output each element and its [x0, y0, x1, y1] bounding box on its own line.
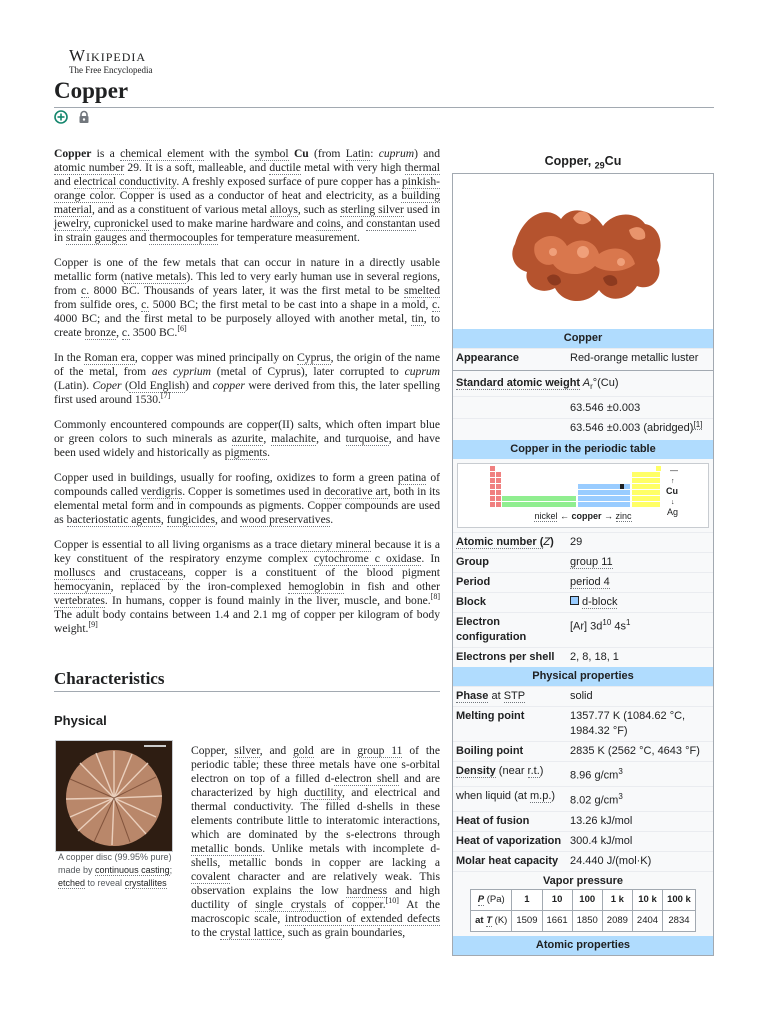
link-azurite[interactable]: azurite — [231, 432, 264, 445]
link-group-11[interactable]: group 11 — [570, 556, 613, 569]
link-pigments[interactable]: pigments — [224, 446, 268, 459]
vapor-temperature-row — [471, 910, 696, 931]
infobox — [452, 146, 714, 956]
native-copper-photo — [453, 174, 713, 329]
heat-of-vaporization-value: 300.4 kJ/mol — [570, 834, 633, 847]
row-density-liquid: when liquid (at m.p.) 8.02 $g/cm^3$ — [453, 786, 713, 811]
link-melting-point[interactable]: Melting point — [456, 710, 525, 723]
link-strain-gauges[interactable]: strain gauges — [65, 231, 127, 244]
row-block — [453, 592, 713, 612]
reference-7[interactable]: [7] — [160, 391, 171, 401]
intro-paragraph-6: Copper is essential to all living organisms as a trace dietary mineral because it is a key constituent of the respiratory enzyme complex cytochrome c oxidase. In molluscs and crustaceans, copper is a constituent of the blood pigment hemocyanin, replaced by the iron-complexed hemoglobin in fish and other vertebrates. In humans, copper is found mainly in the liver, muscle, and bone.[8] The adult body contains between 1.4 and 2.1 mg of copper per kilogram of body weight.[9] — [54, 538, 440, 635]
link-single-crystals[interactable]: single crystals — [255, 898, 327, 911]
vp-temperature-cell: 1509 — [512, 910, 542, 931]
link-wood-preservatives[interactable]: wood preservatives — [240, 513, 331, 526]
link-building-material[interactable]: building material — [54, 189, 441, 216]
link-tin[interactable]: tin — [411, 312, 424, 325]
right-arrow-icon: → — [604, 511, 614, 522]
link-circa[interactable]: c. — [431, 298, 440, 311]
row-saw-value-1 — [453, 396, 713, 418]
page-title: Copper — [54, 78, 129, 103]
link-period[interactable]: Period — [456, 576, 491, 589]
intro-paragraph-4: Commonly encountered compounds are copper(II) salts, which often impart blue or green colors to such minerals as azurite, malachite, and turquoise, and have been used widely and historically as pigments. — [54, 418, 441, 459]
density-value: 8.96 $g/cm^3$ — [570, 767, 623, 782]
link-fungicides[interactable]: fungicides — [166, 513, 215, 526]
saw-value-2: 63.546 ±0.003 (abridged)[1] — [570, 419, 703, 435]
link-melting-point-abbr[interactable]: m.p. — [530, 789, 552, 802]
link-hemoglobin[interactable]: hemoglobin — [288, 580, 344, 593]
link-heat-of-fusion[interactable]: Heat of fusion — [456, 814, 530, 827]
link-bronze[interactable]: bronze — [84, 326, 117, 339]
appearance-value: Red-orange metallic luster — [570, 352, 699, 364]
link-circa[interactable]: c. — [81, 284, 90, 297]
link-jewelry[interactable]: jewelry — [54, 217, 89, 230]
section-heading-characteristics: Characteristics — [54, 669, 165, 688]
link-thermocouples[interactable]: thermocouples — [149, 231, 218, 244]
row-melting-point — [453, 706, 713, 741]
melting-point-value: 1357.77 K (1084.62 °C, 1984.32 °F) — [570, 710, 686, 738]
row-density: Density (near r.t.) 8.96 $g/cm^3$ — [453, 761, 713, 786]
density-liquid-value: 8.02 $g/cm^3$ — [570, 791, 623, 807]
link-hardness[interactable]: hardness — [346, 884, 388, 897]
logo-wordmark: Wikipedia — [69, 46, 147, 65]
link-coins[interactable]: coins — [316, 217, 341, 230]
article-intro — [54, 147, 440, 647]
row-heat-of-fusion — [453, 811, 713, 831]
link-standard-atomic-weight[interactable]: Standard atomic weight — [456, 377, 581, 389]
link-density[interactable]: Density — [456, 765, 496, 778]
link-smelted[interactable]: smelted — [403, 284, 440, 297]
row-electrons-per-shell — [453, 647, 713, 667]
pt-current-element: copper — [571, 511, 602, 522]
link-silver[interactable]: silver — [234, 744, 260, 757]
link-nickel[interactable]: nickel — [534, 511, 558, 522]
infobox-frame — [452, 173, 714, 956]
row-appearance — [453, 348, 713, 368]
link-molar-heat-capacity[interactable]: Molar heat capacity — [456, 854, 559, 867]
link-vertebrates[interactable]: vertebrates — [54, 594, 105, 607]
link-old-english[interactable]: Old English — [128, 379, 186, 392]
add-language-icon[interactable] — [54, 110, 68, 124]
link-ductility[interactable]: ductility — [304, 786, 342, 799]
pt-cu-label: Cu — [666, 486, 678, 497]
link-native-metals[interactable]: native metals — [124, 270, 187, 283]
d-block-swatch-icon — [570, 596, 579, 605]
pt-up-arrow-icon: ↑ — [671, 478, 675, 486]
section-divider — [54, 691, 440, 692]
image-caption: A copper disc (99.95% pure) made by continuous casting; etched to reveal crystallites — [58, 852, 173, 888]
link-phase[interactable]: Phase — [456, 690, 489, 703]
row-vapor-pressure — [453, 871, 713, 932]
link-symbol[interactable]: symbol — [254, 147, 289, 160]
link-room-temperature[interactable]: r.t. — [527, 765, 540, 778]
vp-temperature-header: at T (K) — [471, 910, 512, 931]
link-block[interactable]: Block — [456, 596, 486, 609]
link-molluscs[interactable]: molluscs — [54, 566, 96, 579]
link-latin[interactable]: Latin — [345, 147, 371, 160]
link-cupronickel[interactable]: cupronickel — [93, 217, 149, 230]
molar-heat-capacity-value: 24.440 J/(mol·K) — [570, 854, 652, 867]
link-circa[interactable]: c. — [121, 326, 130, 339]
link-zinc[interactable]: zinc — [615, 511, 632, 522]
link-group-11[interactable]: group 11 — [357, 744, 403, 757]
atomic-number-value: 29 — [570, 536, 583, 549]
infobox-header-copper: Copper — [453, 329, 713, 348]
link-crustaceans[interactable]: crustaceans — [129, 566, 184, 579]
physical-paragraph: Copper, silver, and gold are in group 11 of the periodic table; these three metals have one s-orbital electron on top of a filled d-electron shell and are characterized by high ductility, and electrical and thermal conductivity. The filled d-shells in these elements contribute little to interatomic interactions, which are dominated by the s-electrons through metallic bonds. Unlike metals with incomplete d-shells, metallic bonds in copper are lacking a covalent character and are relatively weak. This observation explains the low hardness and high ductility of single crystals of copper.[10] At the macroscopic scale, introduction of extended defects to the crystal lattice, such as grain boundaries, — [191, 744, 441, 939]
link-period-4[interactable]: period 4 — [570, 576, 610, 589]
vp-temperature-cell: 2089 — [602, 910, 632, 931]
link-decorative-art[interactable]: decorative art — [324, 485, 388, 498]
link-alloys[interactable]: alloys — [270, 203, 298, 216]
native-copper-image[interactable] — [453, 174, 713, 329]
link-thermal[interactable]: thermal — [404, 161, 440, 174]
intro-paragraph-1: Copper is a chemical element with the symbol Cu (from Latin: cuprum) and atomic number 29. It is a soft, malleable, and ductile metal with very high thermal and electrical conductivity. A freshly exposed surface of pure copper has a pinkish-orange color. Copper is used as a conductor of heat and electricity, as a building material, and as a constituent of various metal alloys, such as sterling silver used in jewelry, cupronickel used to make marine hardware and coins, and constantan used in strain gauges and thermocouples for temperature measurement. — [54, 147, 441, 244]
link-cytochrome-c-oxidase[interactable]: cytochrome c oxidase — [313, 552, 422, 565]
row-group — [453, 552, 713, 572]
link-atomic-number[interactable]: Atomic number ( — [456, 536, 544, 549]
electron-configuration-value: [Ar] $3d^{10}$ $4s^1$ — [570, 618, 631, 633]
logo-tagline: The Free Encyclopedia — [69, 65, 153, 75]
row-period — [453, 572, 713, 592]
link-d-block[interactable]: d-block — [582, 596, 618, 609]
link-chemical-element[interactable]: chemical element — [120, 147, 204, 160]
link-sterling-silver[interactable]: sterling silver — [340, 203, 404, 216]
electrons-per-shell-label: Electrons per shell — [456, 651, 555, 664]
heat-of-fusion-value: 13.26 kJ/mol — [570, 814, 633, 827]
title-divider — [54, 107, 714, 108]
link-electrical-conductivity[interactable]: electrical conductivity — [73, 175, 177, 188]
phase-value: solid — [570, 690, 593, 703]
link-hemocyanin[interactable]: hemocyanin — [54, 580, 111, 593]
link-verdigris[interactable]: verdigris — [140, 485, 183, 498]
row-phase: Phase at STP solid — [453, 686, 713, 706]
link-temperature[interactable]: T — [486, 915, 493, 926]
copper-disc-image[interactable] — [55, 740, 173, 852]
vp-temperature-cell: 2404 — [632, 910, 662, 931]
link-cyprus[interactable]: Cyprus — [297, 351, 331, 364]
link-crystal-lattice[interactable]: crystal lattice — [219, 926, 283, 939]
left-arrow-icon: ← — [559, 511, 569, 522]
vp-temperature-cell: 1661 — [542, 910, 572, 931]
link-ductile[interactable]: ductile — [269, 161, 301, 174]
pt-up-label: — — [670, 466, 678, 476]
pt-down-arrow-icon: ↓ — [671, 499, 675, 507]
link-boiling-point[interactable]: Boiling point — [456, 745, 524, 758]
link-gold[interactable]: gold — [293, 744, 314, 757]
link-stp[interactable]: STP — [503, 690, 526, 703]
link-atomic-number[interactable]: atomic number — [54, 161, 125, 174]
row-heat-of-vaporization — [453, 831, 713, 851]
infobox-caption: Copper, $_{29}$Cu — [544, 154, 622, 171]
periodic-table-mini[interactable] — [457, 463, 709, 528]
vp-pressure-cell: 100 k — [663, 889, 696, 910]
reference-10[interactable]: [10] — [385, 896, 399, 906]
link-malachite[interactable]: malachite — [271, 432, 317, 445]
link-crystallites[interactable]: crystallites — [124, 878, 167, 888]
link-bacteriostatic-agents[interactable]: bacteriostatic agents — [66, 513, 161, 526]
vapor-pressure-row — [471, 889, 696, 910]
link-constantan[interactable]: constantan — [366, 217, 416, 230]
link-electron-shell[interactable]: electron shell — [334, 772, 399, 785]
link-turquoise[interactable]: turquoise — [345, 432, 389, 445]
vp-pressure-cell: 1 — [512, 889, 542, 910]
link-roman-era[interactable]: Roman era — [84, 351, 135, 364]
reference-9[interactable]: [9] — [88, 620, 98, 630]
intro-paragraph-2: Copper is one of the few metals that can occur in nature in a directly usable metallic form (native metals). This led to very early human use in several regions, from c. 8000 BC. Thousands of years later, it was the first metal to be smelted from sulfide ores, c. 5000 BC; the first metal to be cast into a shape in a mold, c. 4000 BC; and the first metal to be purposely alloyed with another metal, tin, to create bronze, c. 3500 BC.[6] — [54, 256, 440, 339]
appearance-label: Appearance — [456, 352, 519, 364]
row-saw-value-2 — [453, 418, 713, 438]
vp-pressure-cell: 10 — [542, 889, 572, 910]
link-heat-of-vaporization[interactable]: Heat of vaporization — [456, 834, 562, 847]
vp-pressure-cell: 100 — [572, 889, 602, 910]
intro-paragraph-3: In the Roman era, copper was mined principally on Cyprus, the origin of the name of the metal, from aes cyprium (metal of Cyprus), later corrupted to cuprum (Latin). Coper (Old English) and copper were derived from this, the later spelling first used around 1530.[7] — [54, 351, 440, 406]
saw-value-1: 63.546 ±0.003 — [570, 402, 641, 415]
link-group[interactable]: Group — [456, 556, 489, 569]
link-extended-defects[interactable]: introduction of extended defects — [285, 912, 441, 925]
vp-temperature-cell: 2834 — [663, 910, 696, 931]
vp-pressure-cell: 1 k — [602, 889, 632, 910]
link-pinkish-orange[interactable]: pinkish-orange color — [54, 175, 441, 202]
infobox-header-atomic: Atomic properties — [453, 936, 713, 955]
reference-8[interactable]: [8] — [430, 592, 440, 602]
boiling-point-value: 2835 K (2562 °C, 4643 °F) — [570, 745, 700, 758]
link-electron-configuration[interactable]: Electron configuration — [456, 616, 527, 644]
row-standard-atomic-weight — [453, 370, 713, 396]
lock-icon[interactable] — [77, 110, 91, 124]
link-dietary-mineral[interactable]: dietary mineral — [300, 538, 372, 551]
subsection-heading-physical: Physical — [54, 713, 107, 728]
standard-atomic-weight-label: Standard atomic weight $A_r^\circ(Cu)$ — [456, 377, 619, 392]
vapor-pressure-table — [470, 889, 696, 932]
link-metallic-bonds[interactable]: metallic bonds — [191, 842, 263, 855]
electrons-per-shell-value: 2, 8, 18, 1 — [570, 651, 619, 664]
link-patina[interactable]: patina — [397, 471, 427, 484]
reference-6[interactable]: [6] — [177, 324, 187, 334]
vapor-pressure-title: Vapor pressure — [542, 874, 624, 887]
link-pressure[interactable]: P — [477, 894, 485, 905]
link-continuous-casting[interactable]: continuous casting — [95, 865, 170, 875]
link-circa[interactable]: c. — [141, 298, 150, 311]
row-atomic-number: Atomic number (Z) 29 — [453, 532, 713, 552]
link-covalent[interactable]: covalent — [191, 870, 231, 883]
intro-paragraph-5: Copper used in buildings, usually for roofing, oxidizes to form a green patina of compounds called verdigris. Copper is sometimes used in decorative art, both in its elemental metal form and in compounds as pigments. Copper compounds are used as bacteriostatic agents, fungicides, and wood preservatives. — [54, 471, 441, 526]
row-electron-configuration — [453, 612, 713, 647]
vp-pressure-header: P (Pa) — [471, 889, 512, 910]
reference-1[interactable]: [1] — [693, 419, 703, 429]
vp-pressure-cell: 10 k — [632, 889, 662, 910]
pt-ag-label[interactable]: Ag — [667, 507, 679, 518]
vp-temperature-cell: 1850 — [572, 910, 602, 931]
infobox-header-periodic-table: Copper in the periodic table — [453, 440, 713, 459]
link-etched[interactable]: etched — [58, 878, 86, 888]
periodic-neighbours — [458, 511, 708, 521]
infobox-header-physical: Physical properties — [453, 667, 713, 686]
row-boiling-point — [453, 741, 713, 761]
wikipedia-logo[interactable] — [69, 47, 165, 75]
row-molar-heat-capacity — [453, 851, 713, 871]
